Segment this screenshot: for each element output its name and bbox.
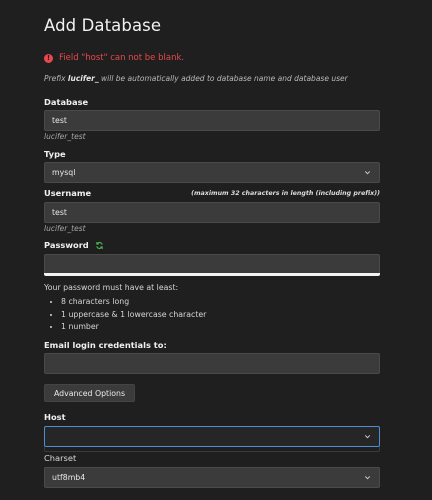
prefix-value: lucifer_ xyxy=(67,74,99,83)
username-label: Username xyxy=(44,188,92,198)
refresh-icon[interactable] xyxy=(95,241,104,250)
chevron-down-icon xyxy=(363,473,372,482)
prefix-note-rest: will be automatically added to database name and database user xyxy=(101,74,348,83)
error-text: Field "host" can not be blank. xyxy=(59,53,185,63)
error-alert xyxy=(44,53,184,63)
page-title: Add Database xyxy=(44,16,162,35)
database-input-value: test xyxy=(52,116,67,125)
password-label-row xyxy=(44,240,104,250)
chevron-down-icon xyxy=(363,168,372,177)
host-dropdown-edge xyxy=(44,447,380,452)
username-hint: lucifer_test xyxy=(44,224,86,233)
email-label: Email login credentials to: xyxy=(44,340,167,350)
type-label: Type xyxy=(44,149,66,159)
password-requirements-intro: Your password must have at least: xyxy=(44,283,179,292)
password-strength-bar xyxy=(44,273,380,276)
username-input[interactable] xyxy=(44,202,380,223)
list-item: • 1 number xyxy=(61,321,206,334)
type-select[interactable] xyxy=(44,162,380,183)
chevron-down-icon xyxy=(363,432,372,441)
password-requirements-list xyxy=(44,296,206,334)
alert-circle-icon: ! xyxy=(44,54,53,63)
database-input[interactable] xyxy=(44,110,380,131)
list-item: • 1 uppercase & 1 lowercase character xyxy=(61,309,206,322)
host-label: Host xyxy=(44,412,66,422)
type-select-value: mysql xyxy=(52,168,76,177)
prefix-word: Prefix xyxy=(44,74,66,83)
database-hint: lucifer_test xyxy=(44,132,86,141)
username-input-value: test xyxy=(52,208,67,217)
prefix-note xyxy=(44,74,348,83)
charset-select[interactable] xyxy=(44,467,380,488)
username-limit-note: (maximum 32 characters in length (including prefix)) xyxy=(191,190,380,197)
list-item: • 8 characters long xyxy=(61,296,206,309)
charset-label: Charset xyxy=(44,453,77,463)
password-label: Password xyxy=(44,240,89,250)
password-input[interactable] xyxy=(44,254,380,275)
database-label: Database xyxy=(44,97,89,107)
advanced-options-button[interactable]: Advanced Options xyxy=(44,384,135,402)
charset-select-value: utf8mb4 xyxy=(52,473,86,482)
host-select[interactable] xyxy=(44,426,380,447)
email-input[interactable] xyxy=(44,353,380,374)
